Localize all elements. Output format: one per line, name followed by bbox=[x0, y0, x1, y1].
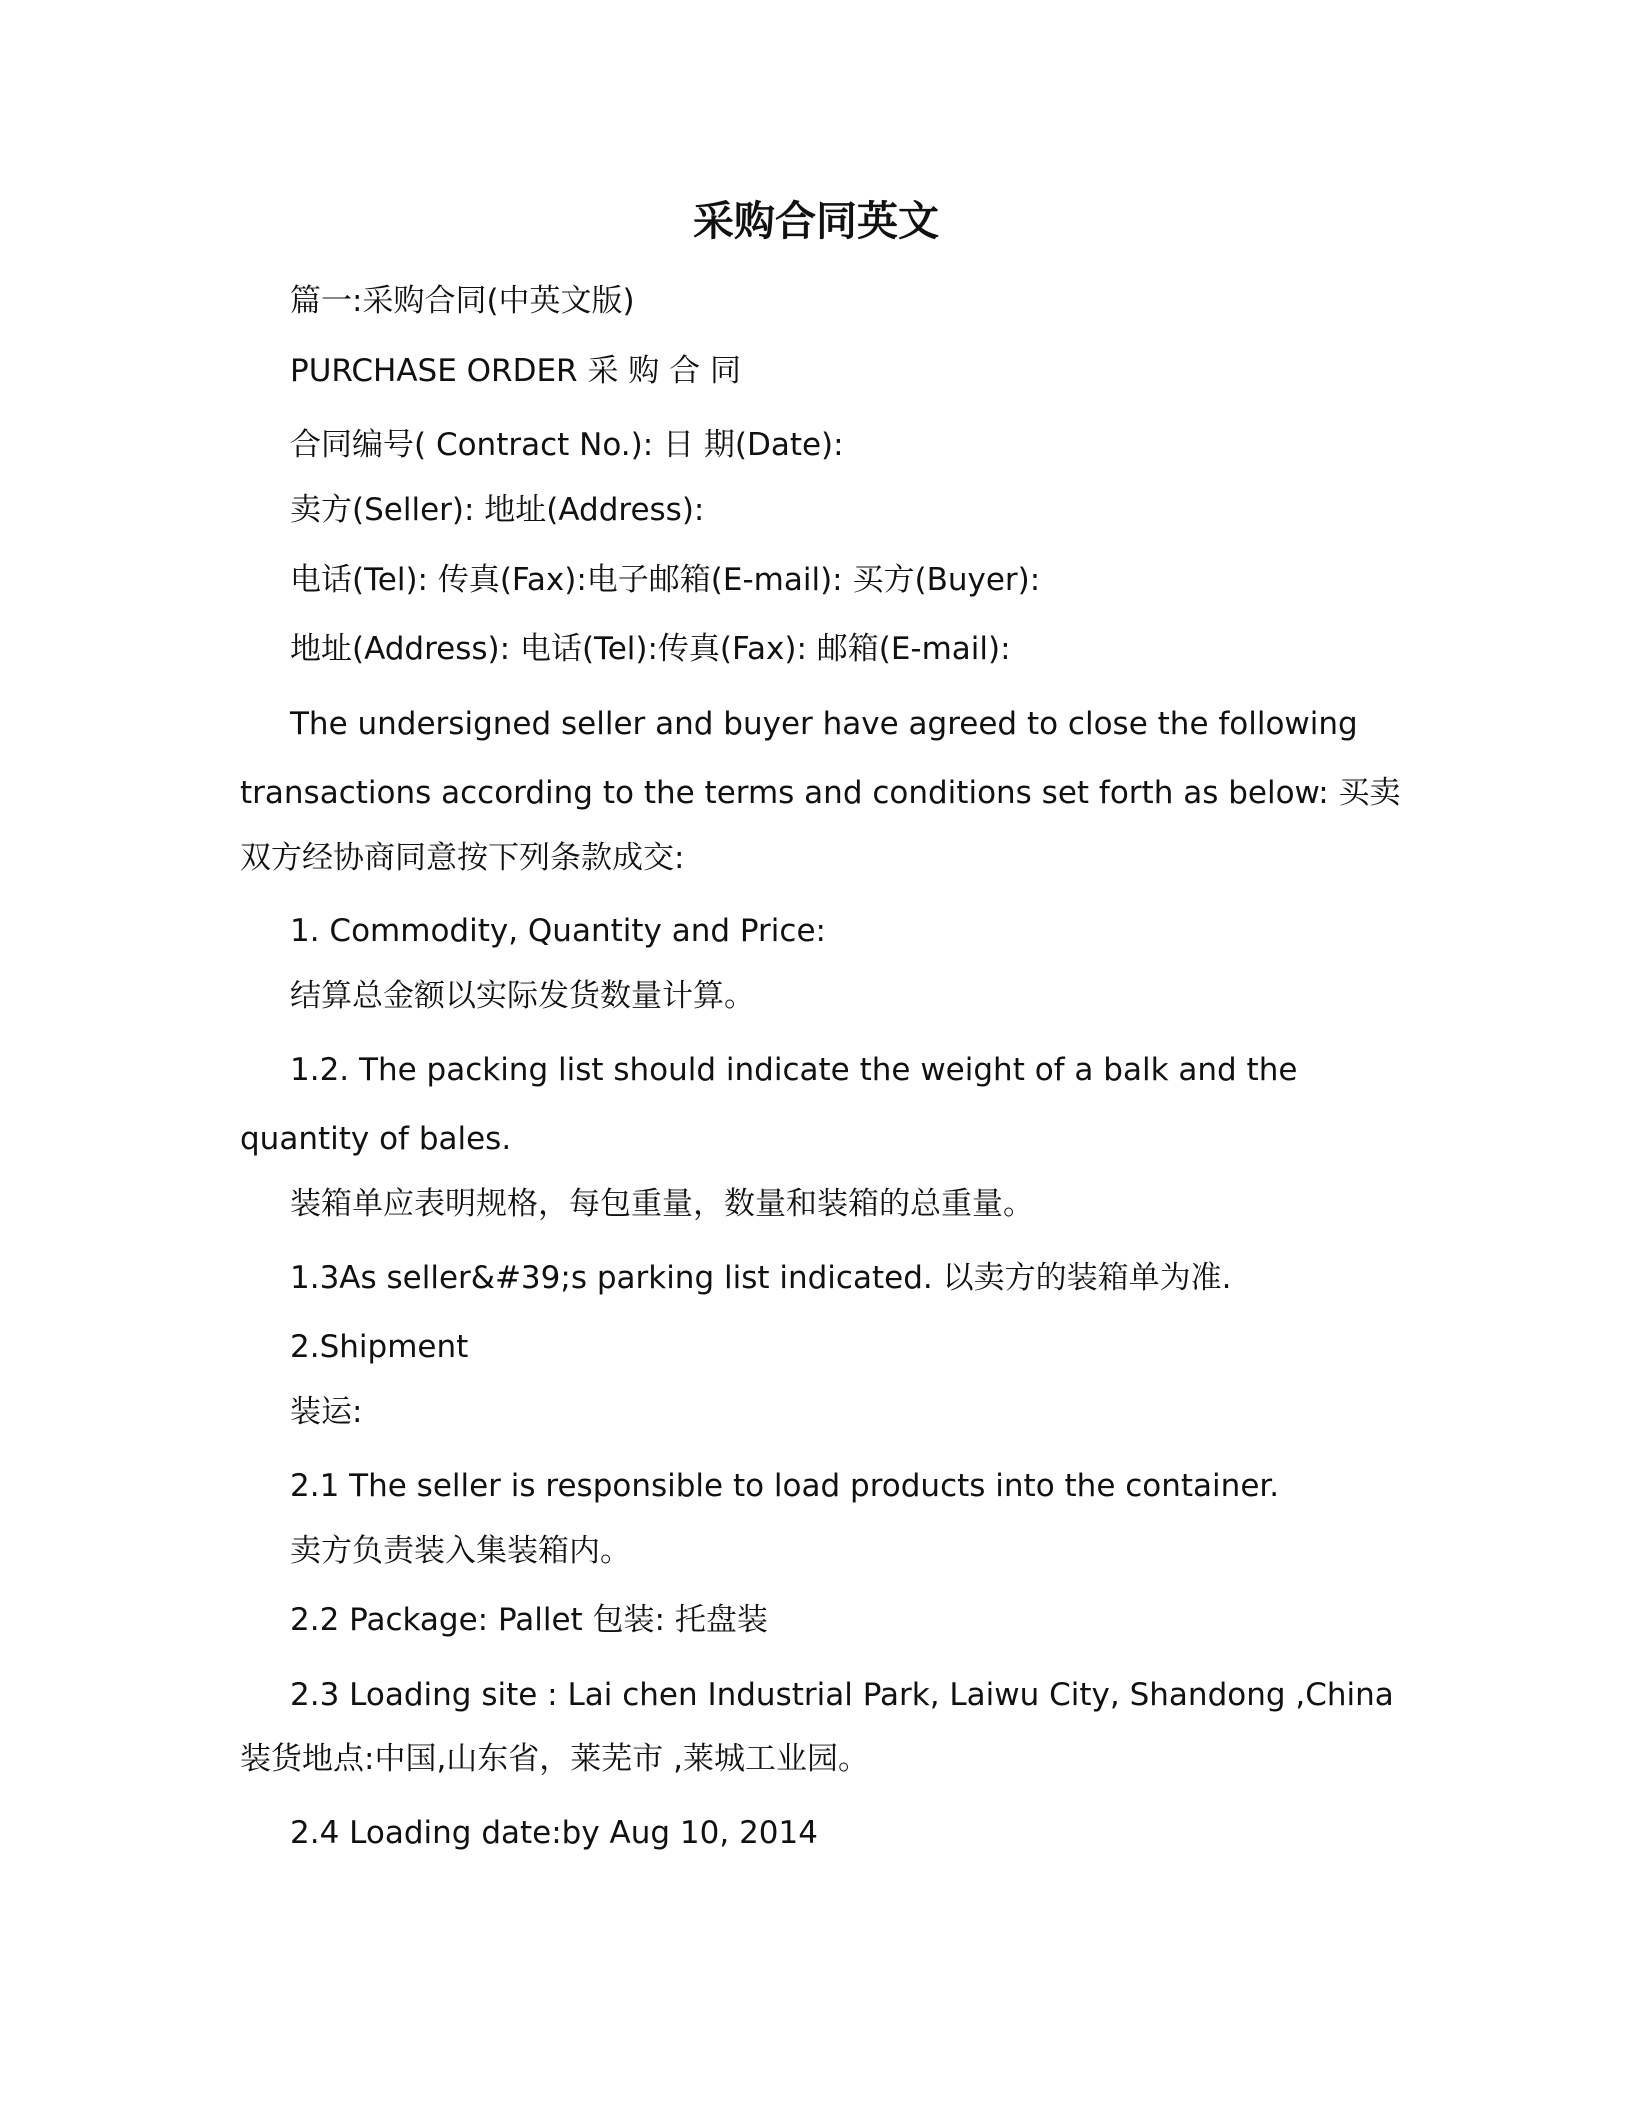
clause-text: 结算总金额以实际发货数量计算。 bbox=[290, 978, 755, 1014]
clause-text: 装运: bbox=[290, 1394, 363, 1430]
clause-text: quantity of bales. bbox=[240, 1121, 512, 1157]
buyer-contact-line: 地址(Address): 电话(Tel):传真(Fax): 邮箱(E-mail): bbox=[290, 631, 1011, 667]
clause-text: 装箱单应表明规格，每包重量，数量和装箱的总重量。 bbox=[290, 1186, 1034, 1222]
order-title: PURCHASE ORDER 采 购 合 同 bbox=[290, 353, 742, 389]
clause-text: 装货地点:中国,山东省，莱芜市 ,莱城工业园。 bbox=[240, 1741, 870, 1777]
clause-text: 1.3As seller&#39;s parking list indicated. 以卖方的装箱单为准. bbox=[290, 1260, 1232, 1296]
section-heading: 篇一:采购合同(中英文版) bbox=[290, 283, 635, 319]
document-title: 采购合同英文 bbox=[693, 197, 939, 245]
seller-contact-line: 电话(Tel): 传真(Fax):电子邮箱(E-mail): 买方(Buyer): bbox=[290, 562, 1041, 598]
seller-line: 卖方(Seller): 地址(Address): bbox=[290, 492, 705, 528]
paragraph-line: transactions according to the terms and conditions set forth as below: 买卖 bbox=[240, 775, 1401, 811]
clause-text: 卖方负责装入集装箱内。 bbox=[290, 1533, 631, 1569]
clause-heading: 2.Shipment bbox=[290, 1329, 469, 1365]
clause-text: 2.3 Loading site : Lai chen Industrial Park, Laiwu City, Shandong ,China bbox=[290, 1677, 1394, 1713]
clause-text: 1.2. The packing list should indicate the weight of a balk and the bbox=[290, 1052, 1298, 1088]
clause-text: 2.1 The seller is responsible to load products into the container. bbox=[290, 1468, 1280, 1504]
clause-text: 2.2 Package: Pallet 包装: 托盘装 bbox=[290, 1602, 768, 1638]
paragraph-line: The undersigned seller and buyer have agreed to close the following bbox=[290, 706, 1358, 742]
paragraph-line: 双方经协商同意按下列条款成交: bbox=[240, 840, 685, 876]
contract-number-line: 合同编号( Contract No.): 日 期(Date): bbox=[290, 427, 844, 463]
clause-heading: 1. Commodity, Quantity and Price: bbox=[290, 913, 826, 949]
clause-text: 2.4 Loading date:by Aug 10, 2014 bbox=[290, 1815, 818, 1851]
